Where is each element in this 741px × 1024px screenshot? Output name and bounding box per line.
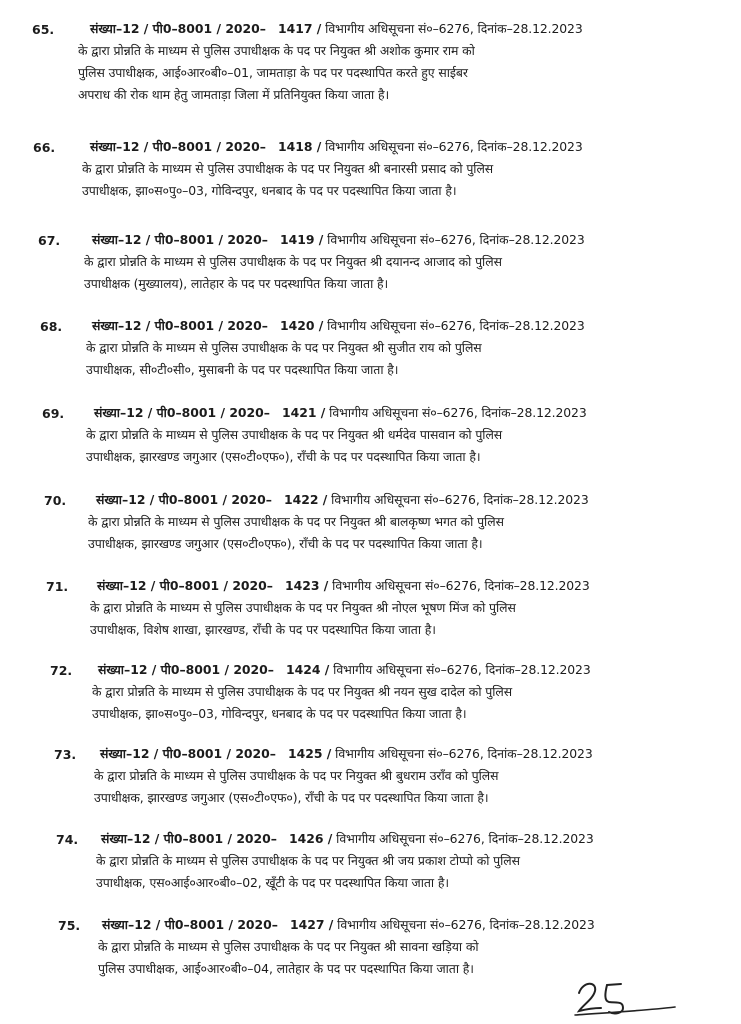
entry-text-line: उपाधीक्षक, झा०स०पु०–03, गोविन्दपुर, धनबाद के पद पर पदस्थापित किया जाता है। xyxy=(82,183,457,198)
reference-number: संख्या–12 / पी0–8001 / 2020– xyxy=(102,917,278,932)
serial-number: 1425 / xyxy=(288,746,332,761)
entry-number: 65. xyxy=(32,22,55,37)
entry-number: 67. xyxy=(38,233,61,248)
entry-number: 70. xyxy=(44,493,67,508)
serial-number: 1423 / xyxy=(285,578,329,593)
reference-number: संख्या–12 / पी0–8001 / 2020– xyxy=(98,662,274,677)
reference-number: संख्या–12 / पी0–8001 / 2020– xyxy=(90,139,266,154)
reference-number: संख्या–12 / पी0–8001 / 2020– xyxy=(94,405,270,420)
entry-number: 75. xyxy=(58,918,81,933)
entry-number: 66. xyxy=(33,140,56,155)
notification-reference: विभागीय अधिसूचना सं०–6276, दिनांक–28.12.2023 xyxy=(337,917,595,932)
entry-text-line: के द्वारा प्रोन्नति के माध्यम से पुलिस उपाधीक्षक के पद पर नियुक्त श्री नोएल भूषण मिंज को पुलिस xyxy=(90,600,516,615)
entry-text-line: के द्वारा प्रोन्नति के माध्यम से पुलिस उपाधीक्षक के पद पर नियुक्त श्री नयन सुख दादेल को पुलिस xyxy=(92,684,513,699)
entry-number: 72. xyxy=(50,663,73,678)
entry-text-line: के द्वारा प्रोन्नति के माध्यम से पुलिस उपाधीक्षक के पद पर नियुक्त श्री दयानन्द आजाद को पुलिस xyxy=(84,254,502,269)
entry-text-line: उपाधीक्षक, झा०स०पु०–03, गोविन्दपुर, धनबाद के पद पर पदस्थापित किया जाता है। xyxy=(92,706,467,721)
entry-text-line: उपाधीक्षक, झारखण्ड जगुआर (एस०टी०एफ०), राँची के पद पर पदस्थापित किया जाता है। xyxy=(86,449,481,464)
entry-number: 69. xyxy=(42,406,65,421)
serial-number: 1421 / xyxy=(282,405,326,420)
entry-number: 73. xyxy=(54,747,77,762)
serial-number: 1417 / xyxy=(278,21,322,36)
entry-text-line: उपाधीक्षक, झारखण्ड जगुआर (एस०टी०एफ०), राँची के पद पर पदस्थापित किया जाता है। xyxy=(88,536,483,551)
reference-number: संख्या–12 / पी0–8001 / 2020– xyxy=(90,21,266,36)
reference-number: संख्या–12 / पी0–8001 / 2020– xyxy=(92,318,268,333)
entry-text-line: उपाधीक्षक, विशेष शाखा, झारखण्ड, राँची के पद पर पदस्थापित किया जाता है। xyxy=(90,622,436,637)
serial-number: 1424 / xyxy=(286,662,330,677)
notification-reference: विभागीय अधिसूचना सं०–6276, दिनांक–28.12.2023 xyxy=(335,746,593,761)
entry-number: 68. xyxy=(40,319,63,334)
entry-text-line: के द्वारा प्रोन्नति के माध्यम से पुलिस उपाधीक्षक के पद पर नियुक्त श्री धर्मदेव पासवान को पुलिस xyxy=(86,427,503,442)
notification-reference: विभागीय अधिसूचना सं०–6276, दिनांक–28.12.2023 xyxy=(331,492,589,507)
notification-reference: विभागीय अधिसूचना सं०–6276, दिनांक–28.12.2023 xyxy=(329,405,587,420)
entry-text-line: के द्वारा प्रोन्नति के माध्यम से पुलिस उपाधीक्षक के पद पर नियुक्त श्री बनारसी प्रसाद को पुलिस xyxy=(82,161,494,176)
entry-text-line: पुलिस उपाधीक्षक, आई०आर०बी०–01, जामताड़ा के पद पर पदस्थापित करते हुए साईबर xyxy=(78,65,468,80)
entry-text-line: पुलिस उपाधीक्षक, आई०आर०बी०–04, लातेहार के पद पर पदस्थापित किया जाता है। xyxy=(98,961,474,976)
entry-text-line: उपाधीक्षक (मुख्यालय), लातेहार के पद पर पदस्थापित किया जाता है। xyxy=(84,276,389,291)
entry-text-line: के द्वारा प्रोन्नति के माध्यम से पुलिस उपाधीक्षक के पद पर नियुक्त श्री बालकृष्ण भगत को पुलिस xyxy=(88,514,504,529)
entry-text-line: के द्वारा प्रोन्नति के माध्यम से पुलिस उपाधीक्षक के पद पर नियुक्त श्री बुधराम उराँव को पुलिस xyxy=(94,768,499,783)
notification-reference: विभागीय अधिसूचना सं०–6276, दिनांक–28.12.2023 xyxy=(333,662,591,677)
entry-text-line: उपाधीक्षक, झारखण्ड जगुआर (एस०टी०एफ०), राँची के पद पर पदस्थापित किया जाता है। xyxy=(94,790,489,805)
serial-number: 1419 / xyxy=(280,232,324,247)
entry-number: 71. xyxy=(46,579,69,594)
serial-number: 1427 / xyxy=(290,917,334,932)
reference-number: संख्या–12 / पी0–8001 / 2020– xyxy=(100,746,276,761)
serial-number: 1420 / xyxy=(280,318,324,333)
notification-reference: विभागीय अधिसूचना सं०–6276, दिनांक–28.12.2023 xyxy=(325,21,583,36)
reference-number: संख्या–12 / पी0–8001 / 2020– xyxy=(97,578,273,593)
serial-number: 1422 / xyxy=(284,492,328,507)
reference-number: संख्या–12 / पी0–8001 / 2020– xyxy=(101,831,277,846)
entry-text-line: उपाधीक्षक, एस०आई०आर०बी०–02, खूँटी के पद पर पदस्थापित किया जाता है। xyxy=(96,875,449,890)
entry-text-line: उपाधीक्षक, सी०टी०सी०, मुसाबनी के पद पर पदस्थापित किया जाता है। xyxy=(86,362,399,377)
entry-text-line: अपराध की रोक थाम हेतु जामताड़ा जिला में प्रतिनियुक्त किया जाता है। xyxy=(78,87,390,102)
notification-reference: विभागीय अधिसूचना सं०–6276, दिनांक–28.12.2023 xyxy=(327,318,585,333)
reference-number: संख्या–12 / पी0–8001 / 2020– xyxy=(96,492,272,507)
notification-reference: विभागीय अधिसूचना सं०–6276, दिनांक–28.12.2023 xyxy=(336,831,594,846)
reference-number: संख्या–12 / पी0–8001 / 2020– xyxy=(92,232,268,247)
entry-text-line: के द्वारा प्रोन्नति के माध्यम से पुलिस उपाधीक्षक के पद पर नियुक्त श्री सुजीत राय को पुलिस xyxy=(86,340,482,355)
notification-reference: विभागीय अधिसूचना सं०–6276, दिनांक–28.12.2023 xyxy=(327,232,585,247)
entry-number: 74. xyxy=(56,832,79,847)
entry-text-line: के द्वारा प्रोन्नति के माध्यम से पुलिस उपाधीक्षक के पद पर नियुक्त श्री अशोक कुमार राम को xyxy=(78,43,475,58)
serial-number: 1426 / xyxy=(289,831,333,846)
serial-number: 1418 / xyxy=(278,139,322,154)
entry-text-line: के द्वारा प्रोन्नति के माध्यम से पुलिस उपाधीक्षक के पद पर नियुक्त श्री जय प्रकाश टोप्पो को पुलिस xyxy=(96,853,520,868)
handwritten-signature xyxy=(571,975,681,1020)
entry-text-line: के द्वारा प्रोन्नति के माध्यम से पुलिस उपाधीक्षक के पद पर नियुक्त श्री सावना खड़िया को xyxy=(98,939,479,954)
notification-reference: विभागीय अधिसूचना सं०–6276, दिनांक–28.12.2023 xyxy=(325,139,583,154)
notification-reference: विभागीय अधिसूचना सं०–6276, दिनांक–28.12.2023 xyxy=(332,578,590,593)
